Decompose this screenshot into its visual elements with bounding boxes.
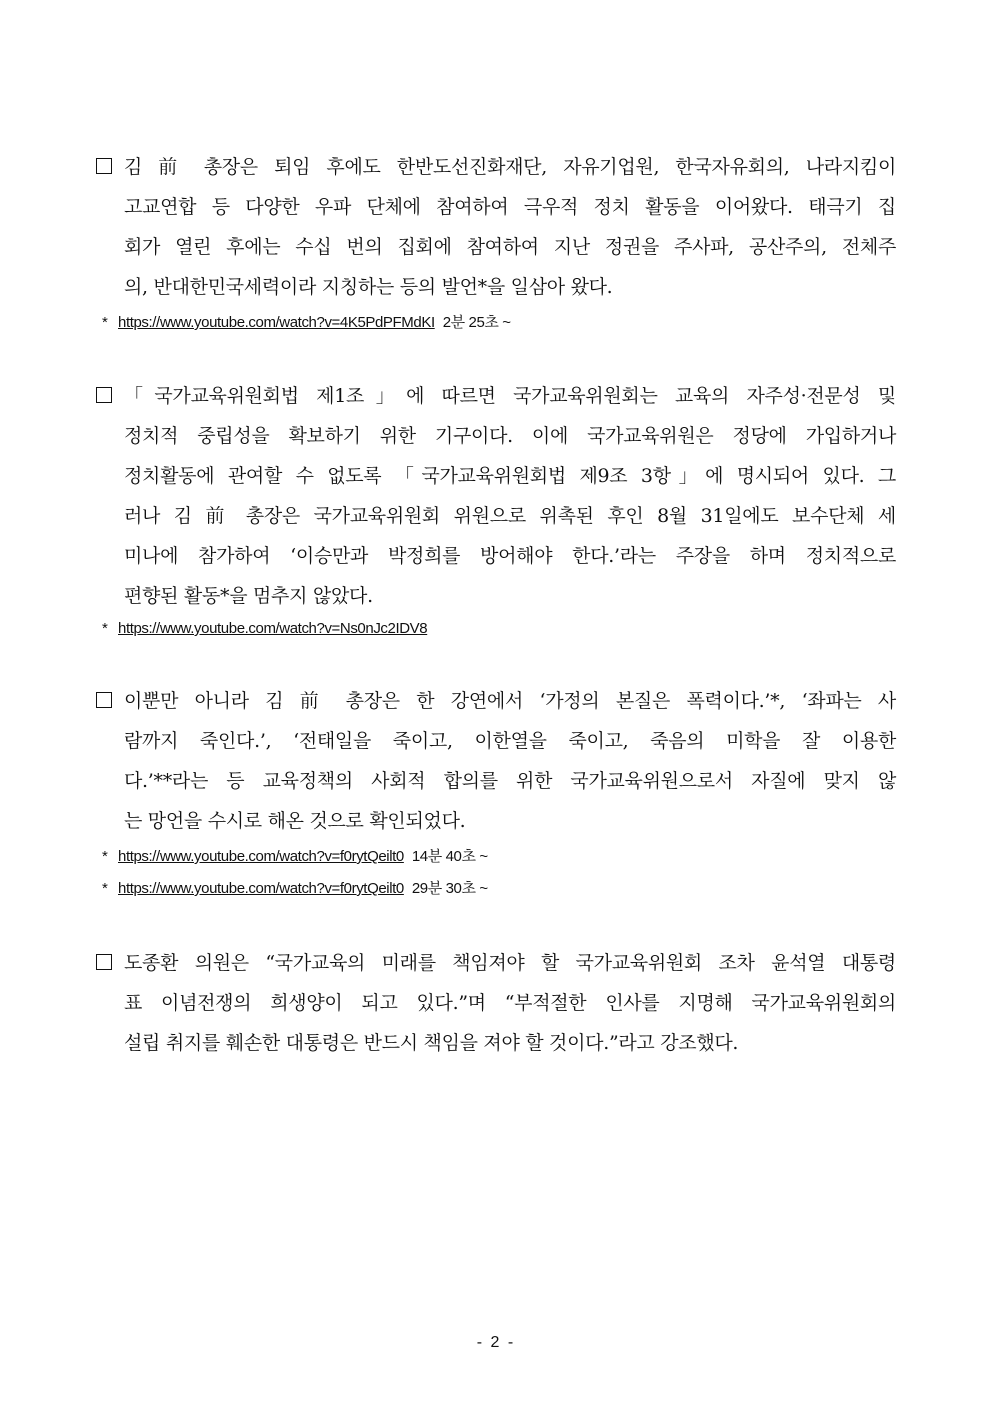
- footnote-timestamp: 14분 40초 ~: [411, 848, 488, 865]
- paragraph-line: 정치적 중립성을 확보하기 위한 기구이다. 이에 국가교육위원은 정당에 가입하거나: [124, 425, 896, 447]
- paragraph-line: 미나에 참가하여 ‘이승만과 박정희를 방어해야 한다.’라는 주장을 하며 정치적으로: [124, 545, 896, 567]
- paragraph-line: 회가 열린 후에는 수십 번의 집회에 참여하여 지난 정권을 주사파, 공산주의, 전체주: [124, 236, 896, 258]
- footnote-marker: *: [102, 880, 108, 897]
- paragraph-line: 람까지 죽인다.’, ‘전태일을 죽이고, 이한열을 죽이고, 죽음의 미학을 잘 이용한: [124, 730, 896, 752]
- paragraph-line: 이뿐만 아니라 김 前 총장은 한 강연에서 ‘가정의 본질은 폭력이다.’*, ‘좌파는 사: [124, 690, 896, 712]
- footnote-marker: *: [102, 314, 108, 331]
- footnote: [102, 311, 511, 335]
- paragraph-line: 표 이념전쟁의 희생양이 되고 있다.”며 “부적절한 인사를 지명해 국가교육위원회의: [124, 992, 896, 1014]
- page-number: - 2 -: [476, 1334, 516, 1351]
- footnote-link[interactable]: https://www.youtube.com/watch?v=f0rytQeilt0: [118, 848, 404, 865]
- footnote-timestamp: 2분 25초 ~: [442, 314, 511, 331]
- paragraph-line: 정치활동에 관여할 수 없도록 「국가교육위원회법 제9조 3항」에 명시되어 있다. 그: [124, 465, 896, 487]
- footnote: [102, 877, 488, 901]
- paragraph-1: [96, 147, 896, 307]
- footnote-timestamp: 29분 30초 ~: [411, 880, 488, 897]
- footnote-marker: *: [102, 848, 108, 865]
- paragraph-line: 편향된 활동*을 멈추지 않았다.: [124, 585, 373, 607]
- paragraph-line: 는 망언을 수시로 해온 것으로 확인되었다.: [124, 810, 466, 832]
- footnote-link[interactable]: https://www.youtube.com/watch?v=f0rytQeilt0: [118, 880, 404, 897]
- footnote-link[interactable]: https://www.youtube.com/watch?v=4K5PdPFMdKI: [118, 314, 435, 331]
- paragraph-3: [96, 681, 896, 841]
- paragraph-line: 러나 김 前 총장은 국가교육위원회 위원으로 위촉된 후인 8월 31일에도 보수단체 세: [124, 505, 896, 527]
- paragraph-4: [96, 943, 896, 1063]
- paragraph-line: 고교연합 등 다양한 우파 단체에 참여하여 극우적 정치 활동을 이어왔다. 태극기 집: [124, 196, 896, 218]
- paragraph-line: 다.’**라는 등 교육정책의 사회적 합의를 위한 국가교육위원으로서 자질에 맞지 않: [124, 770, 896, 792]
- footnote: [102, 617, 427, 641]
- footnote-marker: *: [102, 620, 108, 637]
- paragraph-line: 의, 반대한민국세력이라 지칭하는 등의 발언*을 일삼아 왔다.: [124, 276, 613, 298]
- paragraph-2: [96, 376, 896, 616]
- footnote-link[interactable]: https://www.youtube.com/watch?v=Ns0nJc2IDV8: [118, 620, 428, 637]
- paragraph-line: 「국가교육위원회법 제1조」에 따르면 국가교육위원회는 교육의 자주성·전문성 및: [124, 385, 896, 407]
- paragraph-line: 도종환 의원은 “국가교육의 미래를 책임져야 할 국가교육위원회 조차 윤석열 대통령: [124, 952, 896, 974]
- paragraph-line: 설립 취지를 훼손한 대통령은 반드시 책임을 져야 할 것이다.”라고 강조했다.: [124, 1032, 739, 1054]
- footnote: [102, 845, 488, 869]
- paragraph-line: 김 前 총장은 퇴임 후에도 한반도선진화재단, 자유기업원, 한국자유회의, 나라지킴이: [124, 156, 896, 178]
